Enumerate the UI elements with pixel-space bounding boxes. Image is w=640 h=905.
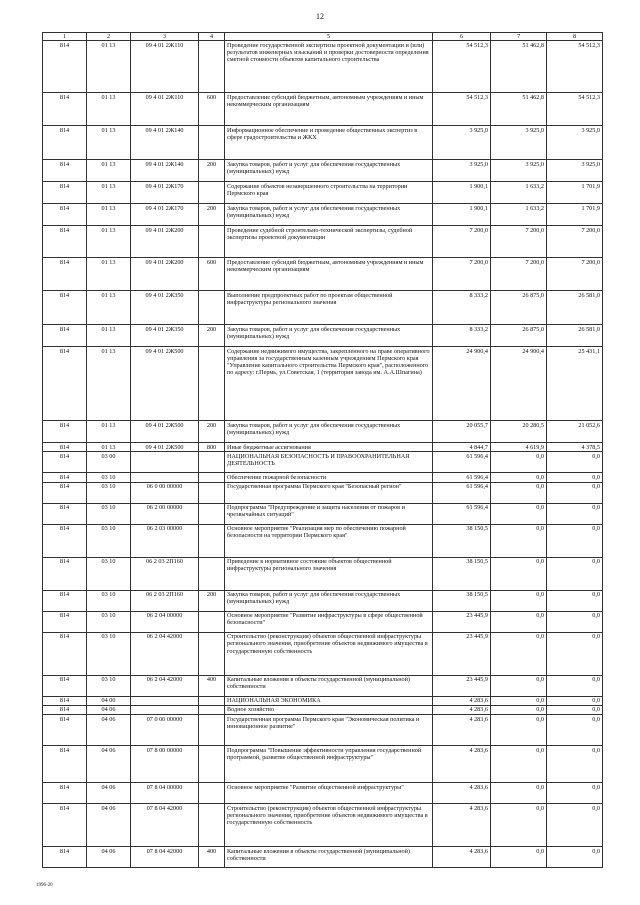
- amount-col6-cell: 4 283,6: [433, 696, 491, 705]
- expense-type-cell: 200: [199, 421, 225, 443]
- section-code-cell: 03 10: [87, 473, 131, 482]
- section-code-cell: 04 06: [87, 847, 131, 868]
- amount-col6-cell: 4 844,7: [433, 443, 491, 452]
- gov-code-cell: 814: [43, 347, 87, 421]
- amount-col7-cell: 0,0: [491, 675, 547, 696]
- amount-col7-cell: 0,0: [491, 473, 547, 482]
- amount-col8-cell: 0,0: [547, 783, 603, 804]
- amount-col6-cell: 61 596,4: [433, 503, 491, 524]
- section-code-cell: 03 10: [87, 611, 131, 632]
- table-row: [43, 746, 603, 783]
- item-name-cell: Строительство (реконструкция) объектов общественной инфраструктуры регионального значения, приобретение объектов недвижимого имущества в государственную собственность: [225, 804, 433, 847]
- amount-col7-cell: 51 462,8: [491, 41, 547, 93]
- table-row: [43, 258, 603, 291]
- gov-code-cell: 814: [43, 291, 87, 325]
- item-name-cell: Государственная программа Пермского края "Безопасный регион": [225, 482, 433, 503]
- target-article-cell: 06 2 03 00000: [131, 524, 199, 557]
- amount-col8-cell: 0,0: [547, 482, 603, 503]
- amount-col6-cell: 61 596,4: [433, 482, 491, 503]
- amount-col8-cell: 0,0: [547, 847, 603, 868]
- item-name-cell: Государственная программа Пермского края "Экономическая политика и инновационное развитие": [225, 715, 433, 746]
- column-number: 8: [547, 33, 603, 41]
- table-row: [43, 473, 603, 482]
- amount-col8-cell: 0,0: [547, 611, 603, 632]
- item-name-cell: Основное мероприятие "Развитие инфраструктуры в сфере общественной безопасности": [225, 611, 433, 632]
- section-code-cell: 03 10: [87, 632, 131, 675]
- section-code-cell: 04 06: [87, 783, 131, 804]
- table-row: [43, 503, 603, 524]
- amount-col8-cell: 0,0: [547, 705, 603, 714]
- item-name-cell: Основное мероприятие "Реализация мер по обеспечению пожарной безопасности на территории Пермского края": [225, 524, 433, 557]
- table-row: [43, 41, 603, 93]
- table-row: [43, 126, 603, 160]
- amount-col7-cell: 4 619,9: [491, 443, 547, 452]
- expense-type-cell: [199, 804, 225, 847]
- target-article-cell: 06 2 03 2П160: [131, 590, 199, 611]
- amount-col8-cell: 1 701,9: [547, 204, 603, 226]
- expense-type-cell: [199, 611, 225, 632]
- amount-col6-cell: 4 283,6: [433, 715, 491, 746]
- table-row: [43, 160, 603, 182]
- table-row: [43, 482, 603, 503]
- item-name-cell: Закупка товаров, работ и услуг для обеспечения государственных (муниципальных) нужд: [225, 325, 433, 347]
- section-code-cell: 04 06: [87, 705, 131, 714]
- amount-col8-cell: 7 200,0: [547, 258, 603, 291]
- table-row: [43, 291, 603, 325]
- gov-code-cell: 814: [43, 258, 87, 291]
- target-article-cell: 07 0 00 00000: [131, 715, 199, 746]
- amount-col8-cell: 0,0: [547, 473, 603, 482]
- target-article-cell: 09 4 01 2Ж110: [131, 93, 199, 126]
- target-article-cell: [131, 705, 199, 714]
- amount-col6-cell: 7 200,0: [433, 226, 491, 258]
- target-article-cell: 09 4 01 2Ж500: [131, 421, 199, 443]
- expense-type-cell: 200: [199, 325, 225, 347]
- target-article-cell: 09 4 01 2Ж500: [131, 443, 199, 452]
- expense-type-cell: [199, 557, 225, 590]
- expense-type-cell: 200: [199, 204, 225, 226]
- amount-col7-cell: 1 633,2: [491, 204, 547, 226]
- expense-type-cell: [199, 291, 225, 325]
- gov-code-cell: 814: [43, 126, 87, 160]
- section-code-cell: 04 06: [87, 804, 131, 847]
- amount-col6-cell: 38 150,5: [433, 557, 491, 590]
- expense-type-cell: [199, 524, 225, 557]
- section-code-cell: 01 13: [87, 258, 131, 291]
- gov-code-cell: 814: [43, 443, 87, 452]
- item-name-cell: Подпрограмма "Предупреждение и защита населения от пожаров и чрезвычайных ситуаций": [225, 503, 433, 524]
- section-code-cell: 03 10: [87, 482, 131, 503]
- item-name-cell: НАЦИОНАЛЬНАЯ ЭКОНОМИКА: [225, 696, 433, 705]
- amount-col8-cell: 54 512,3: [547, 93, 603, 126]
- amount-col7-cell: 0,0: [491, 705, 547, 714]
- section-code-cell: 01 13: [87, 443, 131, 452]
- gov-code-cell: 814: [43, 93, 87, 126]
- target-article-cell: 09 4 01 2Ж200: [131, 226, 199, 258]
- amount-col7-cell: 3 925,0: [491, 160, 547, 182]
- gov-code-cell: 814: [43, 804, 87, 847]
- item-name-cell: Закупка товаров, работ и услуг для обеспечения государственных (муниципальных) нужд: [225, 160, 433, 182]
- gov-code-cell: 814: [43, 325, 87, 347]
- section-code-cell: 01 13: [87, 291, 131, 325]
- expense-type-cell: [199, 705, 225, 714]
- amount-col7-cell: 51 462,8: [491, 93, 547, 126]
- expense-type-cell: 200: [199, 590, 225, 611]
- amount-col6-cell: 7 200,0: [433, 258, 491, 291]
- table-row: [43, 696, 603, 705]
- amount-col8-cell: 54 512,3: [547, 41, 603, 93]
- amount-col8-cell: 21 052,6: [547, 421, 603, 443]
- section-code-cell: 03 00: [87, 452, 131, 473]
- amount-col6-cell: 4 283,6: [433, 746, 491, 783]
- section-code-cell: 03 10: [87, 675, 131, 696]
- amount-col8-cell: 7 200,0: [547, 226, 603, 258]
- amount-col8-cell: 1 701,9: [547, 182, 603, 204]
- target-article-cell: 06 0 00 00000: [131, 482, 199, 503]
- amount-col8-cell: 0,0: [547, 746, 603, 783]
- gov-code-cell: 814: [43, 847, 87, 868]
- gov-code-cell: 814: [43, 632, 87, 675]
- column-number: 4: [199, 33, 225, 41]
- amount-col7-cell: 0,0: [491, 452, 547, 473]
- gov-code-cell: 814: [43, 452, 87, 473]
- amount-col7-cell: 0,0: [491, 783, 547, 804]
- expense-type-cell: 800: [199, 443, 225, 452]
- target-article-cell: 06 2 04 00000: [131, 611, 199, 632]
- column-number-row: [43, 33, 603, 41]
- amount-col7-cell: 0,0: [491, 715, 547, 746]
- table-row: [43, 452, 603, 473]
- item-name-cell: Строительство (реконструкция) объектов общественной инфраструктуры регионального значения, приобретение объектов недвижимого имущества в государственную собственность: [225, 632, 433, 675]
- table-row: [43, 93, 603, 126]
- gov-code-cell: 814: [43, 182, 87, 204]
- item-name-cell: Закупка товаров, работ и услуг для обеспечения государственных (муниципальных) нужд: [225, 204, 433, 226]
- item-name-cell: Иные бюджетные ассигнования: [225, 443, 433, 452]
- expense-type-cell: [199, 482, 225, 503]
- target-article-cell: 09 4 01 2Ж140: [131, 126, 199, 160]
- amount-col7-cell: 7 200,0: [491, 226, 547, 258]
- amount-col6-cell: 4 283,6: [433, 847, 491, 868]
- gov-code-cell: 814: [43, 524, 87, 557]
- gov-code-cell: 814: [43, 696, 87, 705]
- amount-col7-cell: 24 900,4: [491, 347, 547, 421]
- expense-type-cell: 600: [199, 93, 225, 126]
- gov-code-cell: 814: [43, 783, 87, 804]
- section-code-cell: 01 13: [87, 160, 131, 182]
- section-code-cell: 04 00: [87, 696, 131, 705]
- section-code-cell: 01 13: [87, 325, 131, 347]
- column-number: 5: [225, 33, 433, 41]
- section-code-cell: 01 13: [87, 421, 131, 443]
- expense-type-cell: 400: [199, 675, 225, 696]
- item-name-cell: Предоставление субсидий бюджетным, автономным учреждениям и иным некоммерческим организациям: [225, 258, 433, 291]
- expense-type-cell: [199, 41, 225, 93]
- item-name-cell: Капитальные вложения в объекты государственной (муниципальной) собственности: [225, 675, 433, 696]
- amount-col7-cell: 1 633,2: [491, 182, 547, 204]
- target-article-cell: [131, 473, 199, 482]
- section-code-cell: 01 13: [87, 347, 131, 421]
- amount-col7-cell: 0,0: [491, 804, 547, 847]
- amount-col6-cell: 24 900,4: [433, 347, 491, 421]
- footer-code: 1996-20: [36, 883, 53, 888]
- table-row: [43, 347, 603, 421]
- item-name-cell: Основное мероприятие "Развитие общественной инфраструктуры": [225, 783, 433, 804]
- expense-type-cell: 400: [199, 847, 225, 868]
- amount-col7-cell: 0,0: [491, 557, 547, 590]
- expense-type-cell: [199, 696, 225, 705]
- item-name-cell: Содержание недвижимого имущества, закрепленного на праве оперативного управления за государственным казенным учреждением Пермского края "Управление капитального строительства Пермского края", расположенного по адресу: г.Пермь, ул.Советская, 1 (территория завода им. А.А.Шпагина): [225, 347, 433, 421]
- item-name-cell: Выполнение предпроектных работ по проектам общественной инфраструктуры регионального значения: [225, 291, 433, 325]
- section-code-cell: 01 13: [87, 126, 131, 160]
- item-name-cell: Закупка товаров, работ и услуг для обеспечения государственных (муниципальных) нужд: [225, 590, 433, 611]
- item-name-cell: Проведение судебной строительно-технической экспертизы, судебной экспертизы проектной документации: [225, 226, 433, 258]
- section-code-cell: 03 10: [87, 524, 131, 557]
- section-code-cell: 04 06: [87, 746, 131, 783]
- expense-type-cell: 600: [199, 258, 225, 291]
- column-number: 1: [43, 33, 87, 41]
- amount-col8-cell: 0,0: [547, 503, 603, 524]
- amount-col6-cell: 38 150,5: [433, 524, 491, 557]
- item-name-cell: Подпрограмма "Повышение эффективности управления государственной программой, развитие общественной инфраструктуры": [225, 746, 433, 783]
- table-row: [43, 204, 603, 226]
- amount-col7-cell: 0,0: [491, 632, 547, 675]
- item-name-cell: Предоставление субсидий бюджетным, автономным учреждениям и иным некоммерческим организациям: [225, 93, 433, 126]
- table-row: [43, 632, 603, 675]
- amount-col8-cell: 0,0: [547, 557, 603, 590]
- amount-col7-cell: 26 875,0: [491, 325, 547, 347]
- gov-code-cell: 814: [43, 557, 87, 590]
- gov-code-cell: 814: [43, 590, 87, 611]
- target-article-cell: 09 4 01 2Ж500: [131, 347, 199, 421]
- expense-type-cell: [199, 347, 225, 421]
- item-name-cell: Проведение государственной экспертизы проектной документации и (или) результатов инженерных изысканий и проверки достоверности определения сметной стоимости объектов капитального строительства: [225, 41, 433, 93]
- gov-code-cell: 814: [43, 715, 87, 746]
- target-article-cell: 09 4 01 2Ж170: [131, 204, 199, 226]
- target-article-cell: 06 2 00 00000: [131, 503, 199, 524]
- amount-col7-cell: 0,0: [491, 524, 547, 557]
- target-article-cell: 09 4 01 2Ж350: [131, 291, 199, 325]
- table-row: [43, 325, 603, 347]
- gov-code-cell: 814: [43, 746, 87, 783]
- gov-code-cell: 814: [43, 41, 87, 93]
- target-article-cell: 07 8 04 42000: [131, 804, 199, 847]
- table-row: [43, 847, 603, 868]
- expense-type-cell: [199, 746, 225, 783]
- table-row: [43, 443, 603, 452]
- table-row: [43, 611, 603, 632]
- column-number: 6: [433, 33, 491, 41]
- gov-code-cell: 814: [43, 503, 87, 524]
- amount-col6-cell: 1 900,1: [433, 204, 491, 226]
- amount-col8-cell: 0,0: [547, 632, 603, 675]
- amount-col7-cell: 0,0: [491, 590, 547, 611]
- amount-col6-cell: 4 283,6: [433, 705, 491, 714]
- expense-type-cell: [199, 473, 225, 482]
- expense-type-cell: [199, 503, 225, 524]
- amount-col8-cell: 0,0: [547, 452, 603, 473]
- section-code-cell: 03 10: [87, 590, 131, 611]
- table-row: [43, 226, 603, 258]
- target-article-cell: [131, 696, 199, 705]
- amount-col7-cell: 20 280,5: [491, 421, 547, 443]
- target-article-cell: 06 2 03 2П160: [131, 557, 199, 590]
- target-article-cell: 06 2 04 42000: [131, 675, 199, 696]
- amount-col6-cell: 23 445,9: [433, 675, 491, 696]
- table-row: [43, 804, 603, 847]
- gov-code-cell: 814: [43, 473, 87, 482]
- amount-col6-cell: 23 445,9: [433, 632, 491, 675]
- amount-col6-cell: 1 900,1: [433, 182, 491, 204]
- target-article-cell: 07 8 04 00000: [131, 783, 199, 804]
- amount-col7-cell: 0,0: [491, 611, 547, 632]
- amount-col6-cell: 54 512,3: [433, 41, 491, 93]
- gov-code-cell: 814: [43, 226, 87, 258]
- section-code-cell: 01 13: [87, 41, 131, 93]
- table-row: [43, 783, 603, 804]
- amount-col8-cell: 25 431,1: [547, 347, 603, 421]
- expense-type-cell: [199, 452, 225, 473]
- amount-col6-cell: 54 512,3: [433, 93, 491, 126]
- amount-col8-cell: 4 378,5: [547, 443, 603, 452]
- expense-type-cell: [199, 715, 225, 746]
- gov-code-cell: 814: [43, 421, 87, 443]
- amount-col6-cell: 61 596,4: [433, 473, 491, 482]
- item-name-cell: Приведение в нормативное состояние объектов общественной инфраструктуры регионального значения: [225, 557, 433, 590]
- amount-col7-cell: 26 875,0: [491, 291, 547, 325]
- amount-col7-cell: 0,0: [491, 696, 547, 705]
- amount-col6-cell: 38 150,5: [433, 590, 491, 611]
- section-code-cell: 03 10: [87, 557, 131, 590]
- table-row: [43, 182, 603, 204]
- gov-code-cell: 814: [43, 675, 87, 696]
- item-name-cell: Содержание объектов незавершенного строительства на территории Пермского края: [225, 182, 433, 204]
- expense-type-cell: [199, 126, 225, 160]
- amount-col7-cell: 0,0: [491, 503, 547, 524]
- column-number: 3: [131, 33, 199, 41]
- amount-col6-cell: 3 925,0: [433, 160, 491, 182]
- page-number: 12: [316, 12, 324, 21]
- table-row: [43, 421, 603, 443]
- target-article-cell: 09 4 01 2Ж170: [131, 182, 199, 204]
- target-article-cell: 06 2 04 42000: [131, 632, 199, 675]
- section-code-cell: 04 06: [87, 715, 131, 746]
- gov-code-cell: 814: [43, 705, 87, 714]
- item-name-cell: Водное хозяйство: [225, 705, 433, 714]
- amount-col7-cell: 0,0: [491, 746, 547, 783]
- table-row: [43, 715, 603, 746]
- amount-col6-cell: 20 055,7: [433, 421, 491, 443]
- item-name-cell: НАЦИОНАЛЬНАЯ БЕЗОПАСНОСТЬ И ПРАВООХРАНИТЕЛЬНАЯ ДЕЯТЕЛЬНОСТЬ: [225, 452, 433, 473]
- amount-col8-cell: 0,0: [547, 675, 603, 696]
- amount-col7-cell: 0,0: [491, 847, 547, 868]
- table-row: [43, 557, 603, 590]
- amount-col6-cell: 4 283,6: [433, 804, 491, 847]
- amount-col7-cell: 7 200,0: [491, 258, 547, 291]
- amount-col8-cell: 3 925,0: [547, 126, 603, 160]
- amount-col8-cell: 26 581,0: [547, 325, 603, 347]
- expense-type-cell: [199, 182, 225, 204]
- table-row: [43, 705, 603, 714]
- budget-table: [42, 32, 603, 868]
- amount-col8-cell: 0,0: [547, 696, 603, 705]
- section-code-cell: 01 13: [87, 226, 131, 258]
- expense-type-cell: [199, 783, 225, 804]
- item-name-cell: Информационное обеспечение и проведение общественных экспертиз в сфере градостроительства и ЖКХ: [225, 126, 433, 160]
- amount-col6-cell: 23 445,9: [433, 611, 491, 632]
- target-article-cell: [131, 452, 199, 473]
- amount-col7-cell: 3 925,0: [491, 126, 547, 160]
- table-row: [43, 675, 603, 696]
- amount-col7-cell: 0,0: [491, 482, 547, 503]
- expense-type-cell: 200: [199, 160, 225, 182]
- gov-code-cell: 814: [43, 482, 87, 503]
- amount-col8-cell: 26 581,0: [547, 291, 603, 325]
- target-article-cell: 09 4 01 2Ж140: [131, 160, 199, 182]
- gov-code-cell: 814: [43, 204, 87, 226]
- amount-col6-cell: 3 925,0: [433, 126, 491, 160]
- column-number: 2: [87, 33, 131, 41]
- table-row: [43, 524, 603, 557]
- section-code-cell: 01 13: [87, 93, 131, 126]
- gov-code-cell: 814: [43, 160, 87, 182]
- amount-col8-cell: 0,0: [547, 590, 603, 611]
- section-code-cell: 01 13: [87, 182, 131, 204]
- amount-col6-cell: 61 596,4: [433, 452, 491, 473]
- target-article-cell: 07 8 04 42000: [131, 847, 199, 868]
- expense-type-cell: [199, 226, 225, 258]
- item-name-cell: Обеспечение пожарной безопасности: [225, 473, 433, 482]
- table-row: [43, 590, 603, 611]
- amount-col6-cell: 8 333,2: [433, 325, 491, 347]
- amount-col6-cell: 8 333,2: [433, 291, 491, 325]
- amount-col8-cell: 0,0: [547, 715, 603, 746]
- target-article-cell: 09 4 01 2Ж110: [131, 41, 199, 93]
- column-number: 7: [491, 33, 547, 41]
- item-name-cell: Капитальные вложения в объекты государственной (муниципальной) собственности: [225, 847, 433, 868]
- expense-type-cell: [199, 632, 225, 675]
- item-name-cell: Закупка товаров, работ и услуг для обеспечения государственных (муниципальных) нужд: [225, 421, 433, 443]
- gov-code-cell: 814: [43, 611, 87, 632]
- section-code-cell: 03 10: [87, 503, 131, 524]
- target-article-cell: 07 8 00 00000: [131, 746, 199, 783]
- amount-col6-cell: 4 283,6: [433, 783, 491, 804]
- target-article-cell: 09 4 01 2Ж350: [131, 325, 199, 347]
- amount-col8-cell: 0,0: [547, 524, 603, 557]
- amount-col8-cell: 0,0: [547, 804, 603, 847]
- target-article-cell: 09 4 01 2Ж200: [131, 258, 199, 291]
- section-code-cell: 01 13: [87, 204, 131, 226]
- amount-col8-cell: 3 925,0: [547, 160, 603, 182]
